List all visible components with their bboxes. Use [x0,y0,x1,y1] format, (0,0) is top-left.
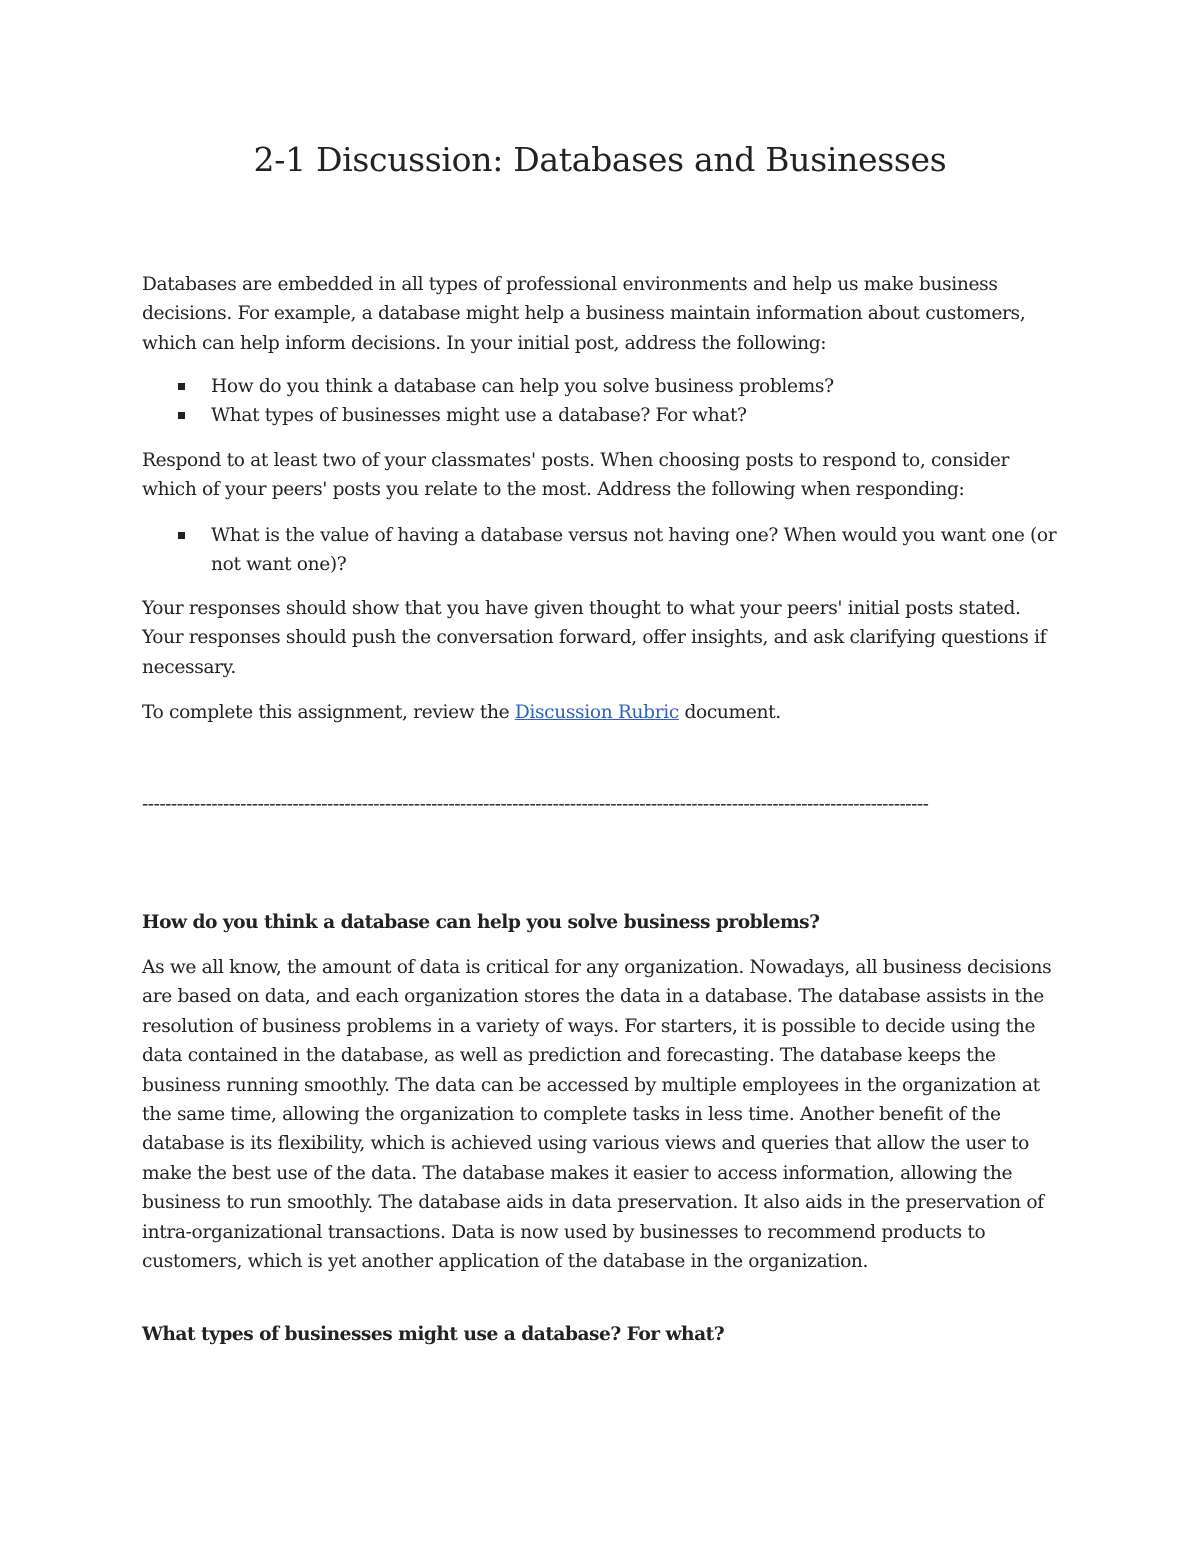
answer1-heading: How do you think a database can help you solve business problems? [142,912,820,933]
discussion-rubric-link[interactable]: Discussion Rubric [514,702,679,723]
complete-assignment-paragraph [142,698,1058,727]
bullet-item [142,521,1058,580]
bullet-text: What is the value of having a database versus not having one? When would you want one (or not want one)? [211,525,1057,576]
document-title: 2-1 Discussion: Databases and Businesses [253,140,947,179]
answer2-heading: What types of businesses might use a database? For what? [142,1324,725,1345]
complete-prefix: To complete this assignment, review the [142,702,515,723]
respond-paragraph: Respond to at least two of your classmates' posts. When choosing posts to respond to, consider which of your peers' posts you relate to the most. Address the following when responding: [142,450,1010,501]
initial-post-bullet-list [142,372,1058,431]
answer1-body: As we all know, the amount of data is critical for any organization. Nowadays, all business decisions are based on data, and each organization stores the data in a database. The database assists in the resolution of business problems in a variety of ways. For starters, it is possible to decide using the data contained in the database, as well as prediction and forecasting. The database keeps the business running smoothly. The data can be accessed by multiple employees in the organization at the same time, allowing the organization to complete tasks in less time. Another benefit of the database is its flexibility, which is achieved using various views and queries that allow the user to make the best use of the data. The database makes it easier to access information, allowing the business to run smoothly. The database aids in data preservation. It also aids in the preservation of intra-organizational transactions. Data is now used by businesses to recommend products to customers, which is yet another application of the database in the organization. [142,957,1052,1273]
bullet-item [142,372,1058,401]
square-bullet-icon [178,532,185,539]
square-bullet-icon [178,412,185,419]
complete-suffix: document. [678,702,781,723]
intro-paragraph: Databases are embedded in all types of professional environments and help us make business decisions. For example, a database might help a business maintain information about customers, which can help inform decisions. In your initial post, address the following: [142,274,1026,354]
response-bullet-list [142,521,1058,580]
bullet-item [142,401,1058,430]
square-bullet-icon [178,383,185,390]
bullet-text: How do you think a database can help you solve business problems? [211,376,834,397]
responses-paragraph: Your responses should show that you have given thought to what your peers' initial posts stated. Your responses should push the conversation forward, offer insights, and ask clarifying questions if necessary. [142,598,1047,678]
dashed-separator: ---------------------------------------------------------------------------------------------------------------------------------------- [142,794,929,815]
bullet-text: What types of businesses might use a database? For what? [211,405,747,427]
